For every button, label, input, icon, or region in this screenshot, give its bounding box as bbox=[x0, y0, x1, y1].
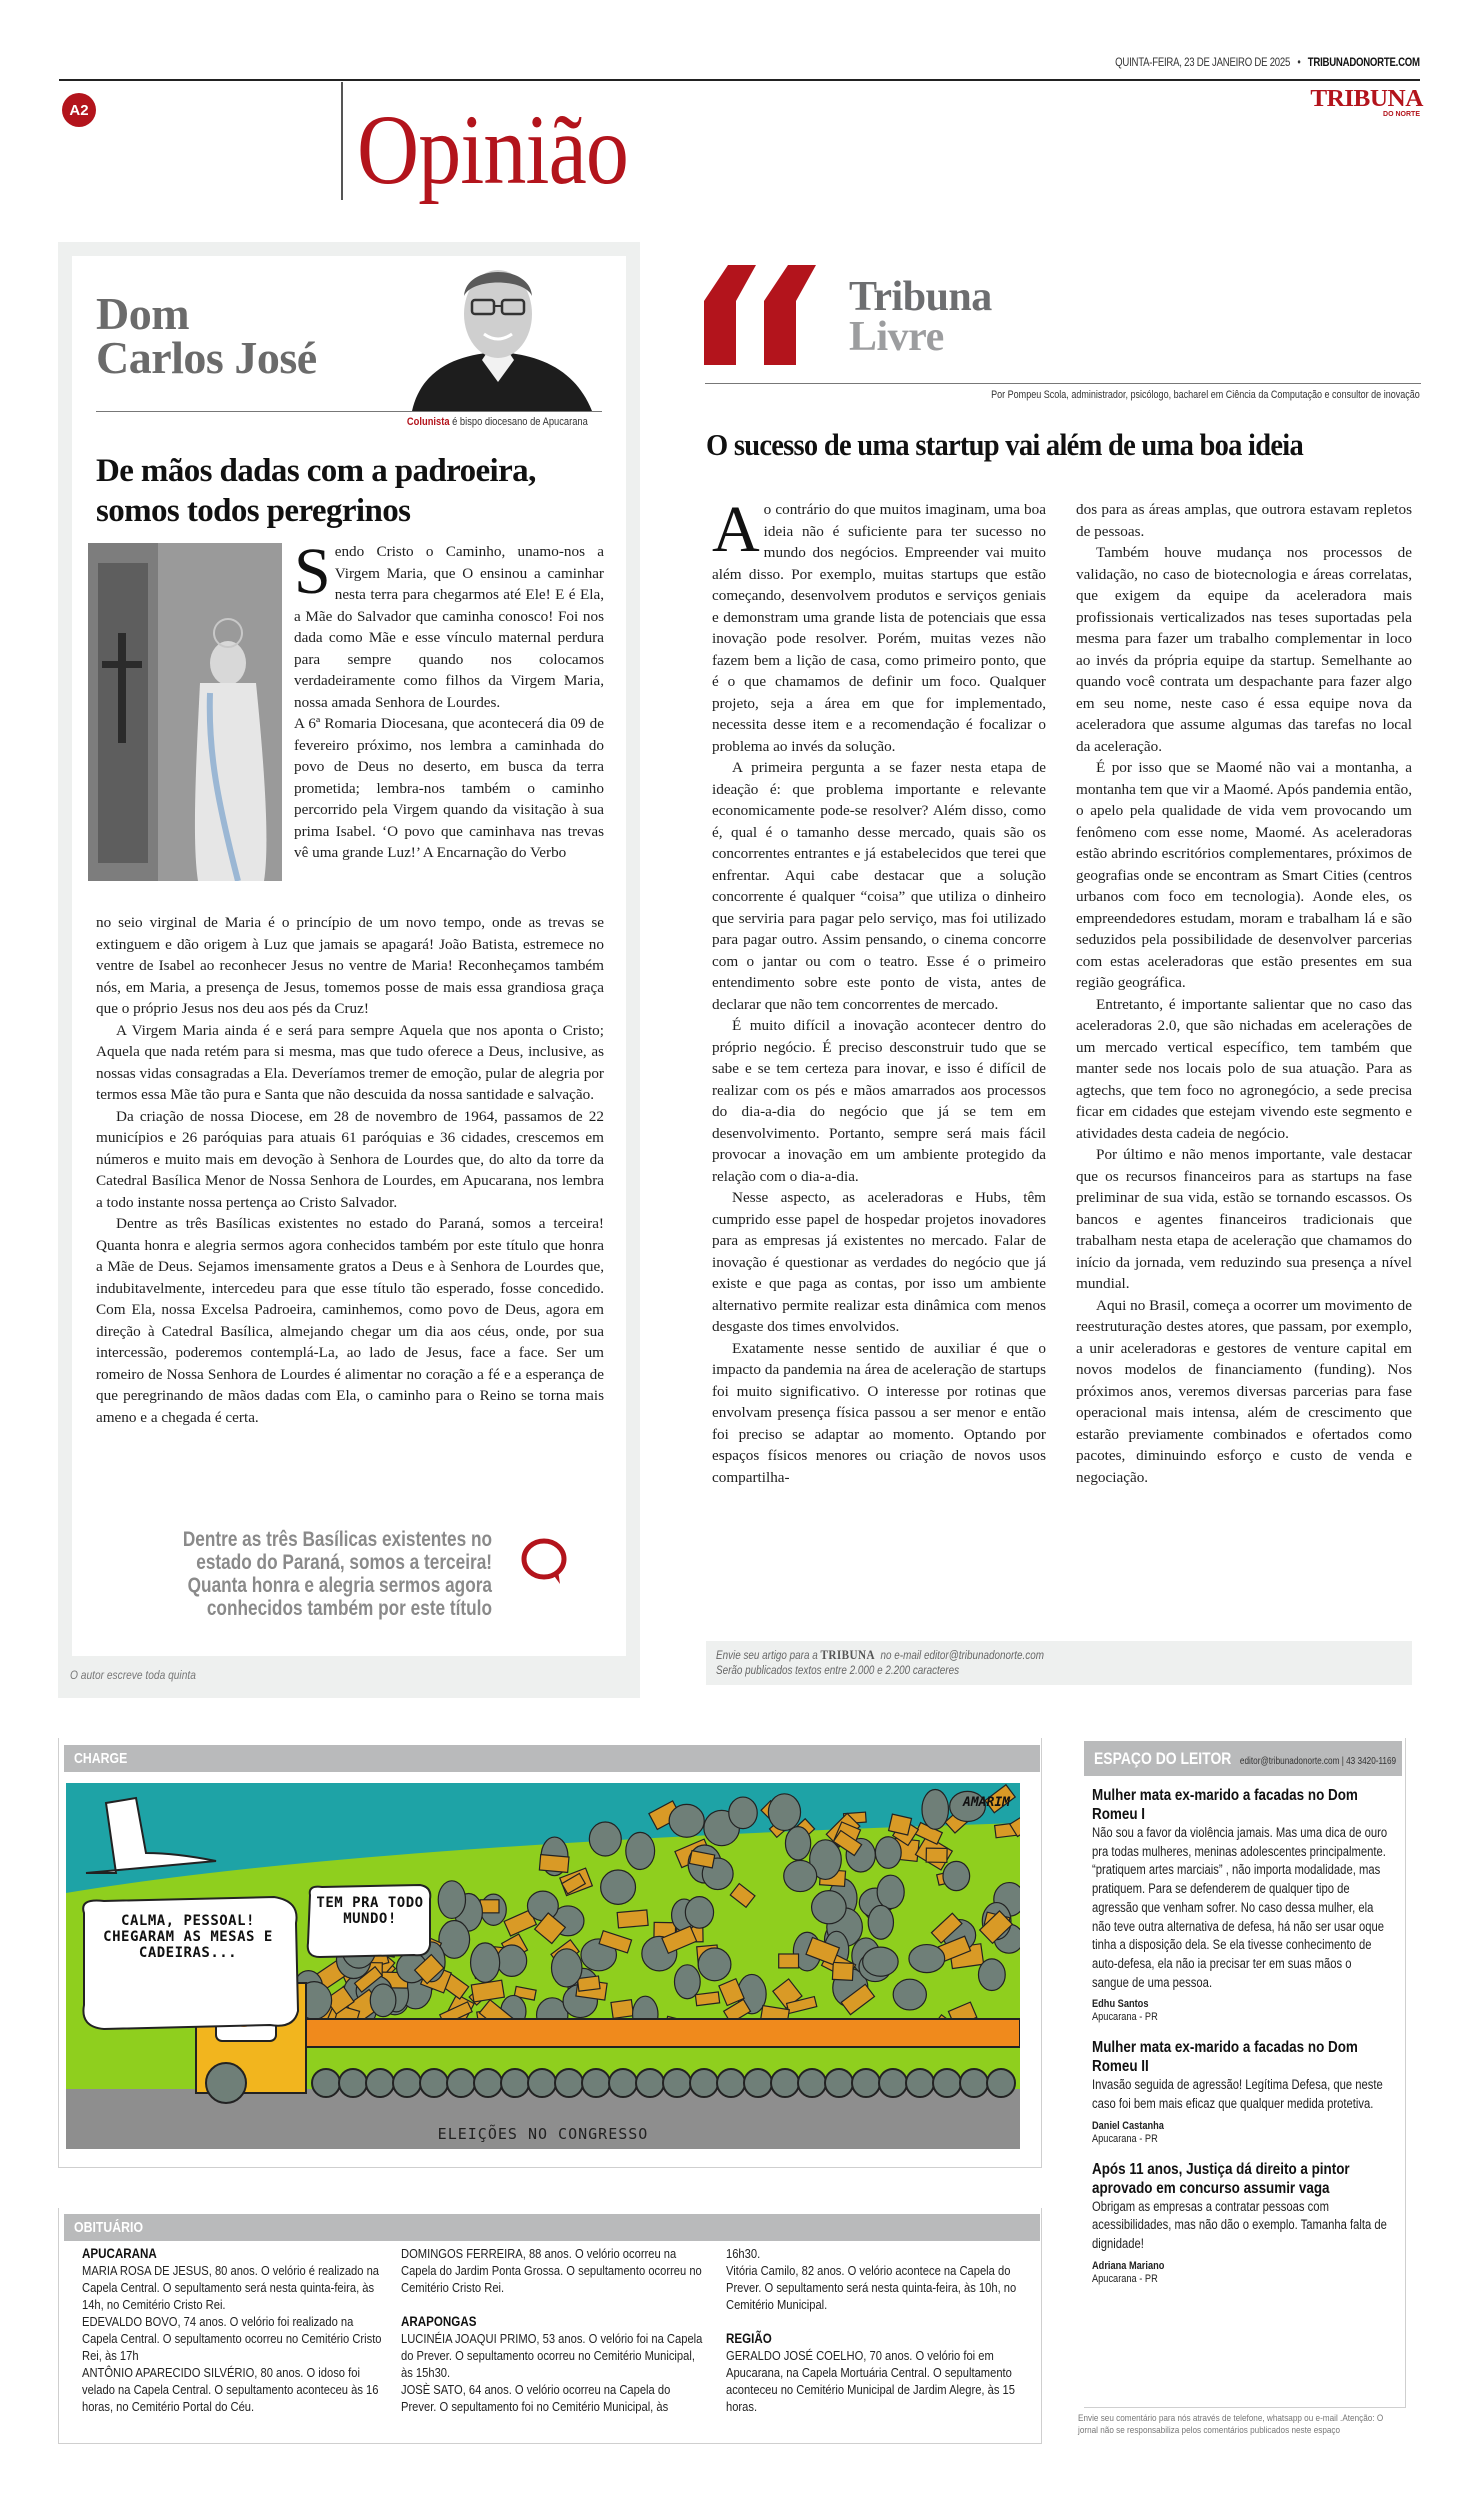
obituary-spacer bbox=[726, 2313, 1031, 2330]
truck-wheel bbox=[528, 2069, 556, 2097]
column-paragraph bbox=[294, 535, 604, 713]
letter-author: Daniel Castanha bbox=[1092, 2119, 1164, 2132]
cartoon-chair-seat bbox=[868, 1905, 893, 1939]
truck-wheel bbox=[420, 2069, 448, 2097]
reader-letter bbox=[1092, 2160, 1391, 2286]
brand-logo-main: TRIBUNA bbox=[1310, 86, 1423, 112]
editorial-cartoon bbox=[66, 1783, 1020, 2149]
column-pullquote: Dentre as três Basílicas existentes no estado do Paraná, somos a terceira! Quanta honra e alegria sermos agora conhecidos também por este título bbox=[182, 1528, 493, 1620]
reader-letters bbox=[1092, 1786, 1392, 2300]
cartoon-chair-seat bbox=[863, 1947, 898, 1976]
article-paragraph: Aqui no Brasil, começa a ocorrer um movimento de reestruturação destes atores, que passam, por exemplo, a unir aceleradoras e gestores de venture capital em novos modelos de financiamento (funding). Nos próximos anos, veremos diversas parcerias para fase operacional mais intensa, além de crescimento que estarão previamente combinados e ofertados como pacotes, diminuindo esforço e custo de venda e negociação. bbox=[1076, 1296, 1412, 1486]
truck-wheel bbox=[987, 2069, 1015, 2097]
tribuna-livre-rule bbox=[705, 383, 1421, 384]
obituary-column bbox=[726, 2245, 1031, 2415]
truck-wheel bbox=[636, 2069, 664, 2097]
cartoon-chair-seat bbox=[497, 1945, 527, 1976]
column-paragraph: Dentre as três Basílicas existentes no estado do Paraná, somos a terceira! Quanta honra e alegria sermos agora conhecidos também por este título que honra a Mãe de Deus. Sejamos imensamente gratos a Deus e à Senhora de Lourdes que, indubitavelmente, intercedeu para que esse título tão esperado, fosse concedido. Com Ela, nossa Excelsa Padroeira, caminhemos, como povo de Deus, agora em direção à Catedral Basílica, almejando chegar um dia aos céus, onde, por sua intercessão, poderemos contemplá-La, ao lado de Jesus, face a face. Ser um romeiro de Nossa Senhora de Lourdes é alimentar no coração a fé e a esperança de que peregrinando de mãos dadas com Ela, o caminho para o Reino se torna mais ameno e a chegada é certa. bbox=[96, 1215, 604, 1426]
obituary-entry: MARIA ROSA DE JESUS, 80 anos. O velório é realizado na Capela Central. O sepultamento será nesta quinta-feira, às 14h, no Cemitério Cristo Rei. bbox=[82, 2263, 380, 2312]
columnist-name bbox=[96, 288, 317, 383]
obituary-city-heading: REGIÃO bbox=[726, 2331, 772, 2346]
article-paragraph-text: o contrário do que muitos imaginam, uma boa ideia não é suficiente para ter sucesso no mundo dos negócios. Empreender vai muito além disso. Por exemplo, muitas startups que estão começando, desenvolvem produtos e serviços geniais e demonstram uma grande lista de potenciais que essa inovação pode resolver. Porém, muitas vezes não fazem bem a lição de casa, como primeiro ponto, que é o que chamamos de definir um foco. Qualquer projeto, seja a área em que for implementado, necessita desse item e a recomendação é focalizar o problema ao invés da solução. bbox=[712, 501, 1046, 755]
reader-space-note: Envie seu comentário para nós através de telefone, whatsapp ou e-mail .Atenção: O jornal não se responsabiliza pelos comentários publicados neste espaço bbox=[1078, 2413, 1384, 2436]
cartoon-chair-seat bbox=[812, 1891, 847, 1924]
truck-wheel bbox=[582, 2069, 610, 2097]
cartoon-chair-seat bbox=[552, 1949, 582, 1987]
letter-body: Invasão seguida de agressão! Legítima Defesa, que neste caso foi bem mais eficaz que qualquer medida protetiva. bbox=[1092, 2077, 1383, 2112]
truck-wheel bbox=[206, 2063, 246, 2103]
truck-wheel bbox=[879, 2069, 907, 2097]
obituary-city-heading: ARAPONGAS bbox=[401, 2314, 477, 2329]
letter-author: Edhu Santos bbox=[1092, 1998, 1149, 2011]
charge-label: CHARGE bbox=[74, 1750, 128, 1767]
date-separator: • bbox=[1297, 55, 1301, 69]
truck-wheel bbox=[474, 2069, 502, 2097]
truck-wheel bbox=[744, 2069, 772, 2097]
bubble-left-text: CALMA, PESSOAL! CHEGARAM AS MESAS E CADEIRAS... bbox=[103, 1913, 273, 1961]
truck-wheel bbox=[339, 2069, 367, 2097]
letter-body: Não sou a favor da violência jamais. Mas uma dica de ouro pra todas mulheres, meninas adolescentes principalmente. “pratiquem artes marciais” , não importa modalidade, mas pratiquem. Para se defenderem de qualquer tipo de agressão que venham sofrer. No caso dessa mulher, ela não teve outra alternativa de defesa, há não ser usar oque tinha a disposição dela. Se ela tivesse conhecimento de auto-defesa, ela não ia precisar ter em suas mãos o sangue de uma pessoa. bbox=[1092, 1825, 1388, 1990]
cartoon-chair-seat bbox=[877, 1875, 904, 1908]
cartoon-chair-seat bbox=[370, 1984, 396, 2017]
cartoon-chair-seat bbox=[589, 1822, 621, 1856]
article-column-1 bbox=[712, 493, 1046, 1488]
letter-city: Apucarana - PR bbox=[1092, 2272, 1158, 2285]
letter-author: Adriana Mariano bbox=[1092, 2259, 1165, 2272]
columnist-photo bbox=[392, 256, 604, 411]
site-link[interactable]: TRIBUNADONORTE.COM bbox=[1308, 55, 1420, 69]
truck-wheel bbox=[393, 2069, 421, 2097]
letter-title: Mulher mata ex-marido a facadas no Dom Romeu II bbox=[1092, 2039, 1358, 2076]
article-paragraph: É por isso que se Maomé não vai a montanha, a montanha tem que vir a Maomé. Após pandemia então, o apelo pela qualidade de vida vem provocando um fenômeno com esse nome, Maomé. As aceleradoras estão abrindo escritórios complementares, próximos de geografias onde se encontram as Smart Cities (centros urbanos com foco em tecnologia). Aonde eles, os empreendedores estudam, moram e trabalham lá e são seduzidos pela possibilidade de desenvolver parcerias com estas aceleradoras que estão presentes em sua região geográfica. bbox=[1076, 759, 1412, 991]
cartoon-desk bbox=[779, 1954, 799, 1968]
reader-space-header bbox=[1084, 1741, 1402, 1776]
cartoonist-signature: AMARIM bbox=[963, 1795, 1010, 1810]
section-title: Opinião bbox=[357, 94, 629, 205]
article-paragraph: Por último e não menos importante, vale destacar que os recursos financeiros para as startups na fase preliminar de sua vida, estão se tornando escassos. Os bancos e agentes financeiros tradicionais que trabalham nesta etapa de aceleração que chamamos do início da jornada, vem reduzindo sua presença a nível mundial. bbox=[1076, 1146, 1412, 1292]
truck-wheel bbox=[312, 2069, 340, 2097]
obituary-header bbox=[64, 2214, 1040, 2241]
letter-city: Apucarana - PR bbox=[1092, 2132, 1158, 2145]
article-paragraph: Entretanto, é importante salientar que no caso das aceleradoras 2.0, que são nichadas em acelerações de um mercado vertical específico, tem também que manter sede nos locais polo de sua atuação. Para as agtechs, que tem foco no agronegócio, a sede precisa ficar em cidades que estejam vivendo este segmento e atividades desta cadeia de negócio. bbox=[1076, 995, 1412, 1142]
column-headline: De mãos dadas com a padroeira, somos todos peregrinos bbox=[96, 453, 536, 529]
column-dropcap: S bbox=[294, 535, 331, 608]
cartoon-desk bbox=[832, 1962, 853, 1980]
cartoon-chair-seat bbox=[698, 1948, 731, 1981]
cartoon-chair-seat bbox=[729, 1797, 757, 1829]
cartoon-chair-seat bbox=[669, 1804, 704, 1837]
speech-bubble-icon bbox=[518, 1536, 570, 1588]
column-paragraph: Da criação de nossa Diocese, em 28 de novembro de 1964, passamos de 22 municípios e 26 paróquias para atuais 61 paróquias e 36 cidades, crescemos em números e muito mais em devoção à Senhora de Lourdes que, do alto da torre da Catedral Basílica Menor de Nossa Senhora de Lourdes, em Apucarana, nos lembra a todo instante nossa pertença ao Cristo Salvador. bbox=[96, 1107, 604, 1211]
obituary-entry: DOMINGOS FERREIRA, 88 anos. O velório ocorreu na Capela do Jardim Ponta Grossa. O sepultamento ocorreu no Cemitério Cristo Rei. bbox=[401, 2246, 702, 2295]
truck-wheel bbox=[825, 2069, 853, 2097]
cartoon-chair-seat bbox=[685, 1897, 713, 1929]
cartoon-caption: ELEIÇÕES NO CONGRESSO bbox=[437, 2125, 649, 2143]
header-divider bbox=[341, 82, 343, 200]
submission-limit: Serão publicados textos entre 2.000 e 2.200 caracteres bbox=[716, 1665, 960, 1677]
cartoon-chair-seat bbox=[626, 1832, 655, 1869]
cartoon-desk bbox=[889, 1814, 912, 1835]
header-rule bbox=[59, 79, 1420, 81]
cartoon-desk bbox=[480, 1900, 499, 1913]
truck-wheel bbox=[501, 2069, 529, 2097]
column-body bbox=[96, 912, 604, 1428]
obituary-entry: GERALDO JOSÉ COELHO, 70 anos. O velório foi em Apucarana, na Capela Mortuária Central. O sepultamento aconteceu no Cemitério Municipal de Jardim Alegre, às 15 horas. bbox=[726, 2348, 1015, 2414]
truck-wheel bbox=[447, 2069, 475, 2097]
columnist-label: Colunista bbox=[407, 416, 450, 428]
truck-wheel bbox=[555, 2069, 583, 2097]
obituary-column bbox=[401, 2245, 706, 2415]
obituary-entry: EDEVALDO BOVO, 74 anos. O velório foi realizado na Capela Central. O sepultamento ocorreu no Cemitério Cristo Rei, às 17h bbox=[82, 2314, 382, 2363]
brand-logo[interactable] bbox=[1310, 86, 1423, 119]
reader-space-contact[interactable]: editor@tribunadonorte.com | 43 3420-1169 bbox=[1239, 1756, 1397, 1767]
column-content bbox=[72, 256, 626, 1656]
page-number-badge: A2 bbox=[62, 93, 96, 127]
cartoon-chair-seat bbox=[471, 1943, 500, 1982]
submission-note bbox=[706, 1641, 1412, 1685]
submission-email[interactable]: no e-mail editor@tribunadonorte.com bbox=[880, 1650, 1044, 1662]
cartoon-chair-seat bbox=[943, 1861, 970, 1890]
columnist-caption bbox=[407, 416, 588, 428]
article-paragraph: Também houve mudança nos processos de validação, no caso de biotecnologia e áreas correlatas, que exigem da equipe da aceleradora mais profissionais verticalizados nas teses suportadas pela mesma para fazer um trabalho complementar in loco ao invés da própria equipe da startup. Semelhante ao quando você contrata um despachante para fazer algo em seu nome, neste caso é essa equipe nova da aceleradora que assume algumas das tarefas no local da aceleração. bbox=[1076, 544, 1412, 755]
column-paragraph: A Virgem Maria ainda é e será para sempre Aquela que nos aponta o Cristo; Aquela que nada retém para si mesma, mas que tudo oferece a Deus, inclusive, as nossas vidas consagradas a Ela. Deveríamos tremer de emoção, pular de alegria por termos essa Mãe tão pura e Santa que não descuida da nossa santidade e salvação. bbox=[96, 1021, 604, 1103]
obituary-spacer bbox=[401, 2296, 706, 2313]
truck-wheel bbox=[771, 2069, 799, 2097]
article-paragraph: Exatamente nesse sentido de auxiliar é que o impacto da pandemia na área de aceleração de startups foi muito significativo. O interesse por rotinas que envolvam presença física passou a ser menor e então foi preciso se adaptar ao momento. Optando por espaços físicos menores ou criação de novos usos compartilha- bbox=[712, 1339, 1046, 1486]
truck-wheel bbox=[798, 2069, 826, 2097]
quote-marks-icon bbox=[704, 265, 818, 365]
article-paragraph bbox=[712, 493, 1046, 757]
columnist-name-line1: Dom bbox=[96, 288, 190, 339]
bubble-right-text: TEM PRA TODO MUNDO! bbox=[316, 1895, 424, 1927]
charge-header bbox=[64, 1745, 1040, 1772]
columnist-name-line2: Carlos José bbox=[96, 332, 317, 383]
cartoon-desk bbox=[617, 1910, 648, 1928]
truck-wheel bbox=[960, 2069, 988, 2097]
obituary-entry: ANTÔNIO APARECIDO SILVÉRIO, 80 anos. O idoso foi velado na Capela Central. O sepultamento aconteceu às 16 horas, no Cemitério Portal do Céu. bbox=[82, 2365, 379, 2414]
obituary-label: OBITUÁRIO bbox=[74, 2219, 144, 2236]
reader-letter bbox=[1092, 1786, 1391, 2024]
cartoon-chair-seat bbox=[875, 1837, 901, 1869]
cartoon-chair-seat bbox=[784, 1860, 817, 1891]
columnist-role: é bispo diocesano de Apucarana bbox=[452, 416, 588, 428]
truck-wheel bbox=[717, 2069, 745, 2097]
column-paragraph: A 6ª Romaria Diocesana, que acontecerá dia 09 de fevereiro próximo, nos lembra a caminhada do povo de Deus no deserto, em busca da terra prometida; lembra-nos também o caminho percorrido pela Virgem quando da visitação à sua prima Isabel. ‘O povo que caminhava nas trevas vê uma grande Luz!’ A Encarnação do Verbo bbox=[294, 715, 604, 861]
truck-wheel bbox=[906, 2069, 934, 2097]
cartoon-chair-seat bbox=[438, 1881, 465, 1919]
cartoon-desk bbox=[611, 2000, 634, 2019]
article-byline: Por Pompeu Scola, administrador, psicólogo, bacharel em Ciência da Computação e consultor de inovação bbox=[991, 389, 1420, 401]
cartoon-chair-seat bbox=[785, 1827, 810, 1860]
submission-prefix: Envie seu artigo para a bbox=[716, 1650, 818, 1662]
cartoon-chair-seat bbox=[527, 1891, 558, 1920]
cartoon-chair-seat bbox=[909, 1945, 945, 1973]
truck-wheel bbox=[690, 2069, 718, 2097]
obituary-city-heading: APUCARANA bbox=[82, 2246, 157, 2261]
column-paragraph-text: endo Cristo o Caminho, unamo-nos a Virgem Maria, que O ensinou a caminhar nesta terra para chegarmos até Ele! E é Ela, a Mãe do Salvador que caminha conosco! Foi nos dada como Mãe e esse vínculo maternal perdura para sempre quando nos colocamos verdadeiramente como filhos da Virgem Maria, nossa amada Senhora de Lourdes. bbox=[294, 543, 604, 711]
truck-wheel bbox=[663, 2069, 691, 2097]
article-paragraph: Nesse aspecto, as aceleradoras e Hubs, têm cumprido esse papel de hospedar projetos inovadores para as empresas já existentes no mercado. Falar de inovação é questionar as verdades do negócio que já existe e que paga as contas, por isso um ambiente alternativo permite realizar esta dinâmica com menos desgaste dos times envolvidos. bbox=[712, 1189, 1046, 1335]
author-note: O autor escreve toda quinta bbox=[70, 1668, 196, 1682]
edition-date bbox=[1115, 55, 1420, 69]
letter-title: Após 11 anos, Justiça dá direito a pintor aprovado em concurso assumir vaga bbox=[1092, 2160, 1350, 2197]
article-photo bbox=[88, 543, 282, 881]
tribuna-livre-title bbox=[849, 274, 992, 360]
article-paragraph: dos para as áreas amplas, que outrora estavam repletos de pessoas. bbox=[1076, 501, 1412, 540]
tribuna-livre-title-line1: Tribuna bbox=[849, 274, 992, 320]
obituary-column bbox=[82, 2245, 387, 2415]
reader-letter bbox=[1092, 2038, 1391, 2145]
obituary-entry: LUCINÉIA JOAQUI PRIMO, 53 anos. O velório foi na Capela do Prever. O sepultamento ocorreu no Cemitério Municipal, às 15h30. bbox=[401, 2331, 703, 2380]
column-paragraph: no seio virginal de Maria é o princípio de um novo tempo, onde as trevas se extinguem e dão origem à Luz que jamais se apagará! João Batista, estremece no ventre de Isabel ao reconhecer Jesus no ventre de Maria! Reconheçamos também nós, em Maria, a presença de Jesus, tomemos posse de mais essa grandiosa graça que o próprio Jesus nos deu aos pés da Cruz! bbox=[96, 914, 604, 1017]
cartoon-chair-seat bbox=[601, 1870, 636, 1904]
cartoon-chair-seat bbox=[674, 1965, 700, 1999]
cartoon-desk bbox=[539, 1855, 569, 1873]
reader-space-label: ESPAÇO DO LEITOR bbox=[1094, 1749, 1232, 1768]
column-intro bbox=[294, 535, 604, 864]
cartoon-chair-seat bbox=[922, 1789, 948, 1829]
article-headline: O sucesso de uma startup vai além de uma boa ideia bbox=[706, 427, 1304, 462]
obituary-entry: JOSÈ SATO, 64 anos. O velório ocorreu na Capela do Prever. O sepultamento foi no Cemitério Municipal, às bbox=[401, 2382, 671, 2414]
truck-wheel bbox=[609, 2069, 637, 2097]
cartoon-desk bbox=[695, 1992, 719, 2006]
columnist-rule bbox=[96, 411, 602, 412]
cartoon-chair-seat bbox=[893, 1979, 926, 2010]
obituary-entry: 16h30. bbox=[726, 2246, 761, 2261]
article-paragraph: A primeira pergunta a se fazer nesta etapa de ideação é: que problema importante e relevante economicamente pode-se resolver? Além disso, como é, qual é o tamanho desse mercado, quais são os concorrentes entrantes e já estabelecidos que terei que enfrentar. Aqui cabe destacar que a solução concorrente é qualquer “coisa” que utiliza o dinheiro que serviria para pagar pelo serviço, mas foi utilizado para pagar outro. Assim pensando, o cinema concorre com o jantar ou com o teatro. Esse é o primeiro entendimento sobre este ponto de vista, antes de declarar que não tem concorrentes de mercado. bbox=[712, 759, 1046, 1013]
article-dropcap: A bbox=[712, 493, 760, 566]
letter-city: Apucarana - PR bbox=[1092, 2011, 1158, 2024]
obituary-entry: Vitória Camilo, 82 anos. O velório acontece na Capela do Prever. O sepultamento será nesta quinta-feira, às 10h, no Cemitério Municipal. bbox=[726, 2263, 1017, 2312]
cartoon-desk bbox=[577, 1976, 600, 1991]
cartoon-desk bbox=[926, 1848, 947, 1862]
truck-wheel bbox=[933, 2069, 961, 2097]
column-dom-carlos bbox=[58, 242, 640, 1698]
truck-wheel bbox=[366, 2069, 394, 2097]
letter-title: Mulher mata ex-marido a facadas no Dom Romeu I bbox=[1092, 1787, 1358, 1823]
article-column-2 bbox=[1076, 499, 1412, 1488]
brand-logo-sub: DO NORTE bbox=[1383, 111, 1420, 118]
cartoon-chair-seat bbox=[978, 1959, 1005, 1991]
article-paragraph: É muito difícil a inovação acontecer dentro do próprio negócio. É preciso desconstruir tudo que se sabe e se tem certeza para inovar, e isso é difícil de realizar com os pés e mãos amarrados aos processos do dia-a-dia do negócio que já se tem em desenvolvimento. Portanto, sempre será mais fácil provocar a inovação em um ambiente protegido da relação com o dia-a-dia. bbox=[712, 1017, 1046, 1185]
submission-brand: TRIBUNA bbox=[820, 1647, 876, 1662]
tribuna-livre-title-line2: Livre bbox=[849, 314, 944, 360]
date-text: QUINTA-FEIRA, 23 DE JANEIRO DE 2025 bbox=[1115, 55, 1291, 69]
truck-bed bbox=[296, 2019, 1020, 2047]
truck-wheel bbox=[852, 2069, 880, 2097]
letter-body: Obrigam as empresas a contratar pessoas com acessibilidades, mas não dão o exemplo. Tamanha falta de dignidade! bbox=[1092, 2198, 1387, 2252]
cartoon-chair-seat bbox=[768, 1794, 800, 1831]
